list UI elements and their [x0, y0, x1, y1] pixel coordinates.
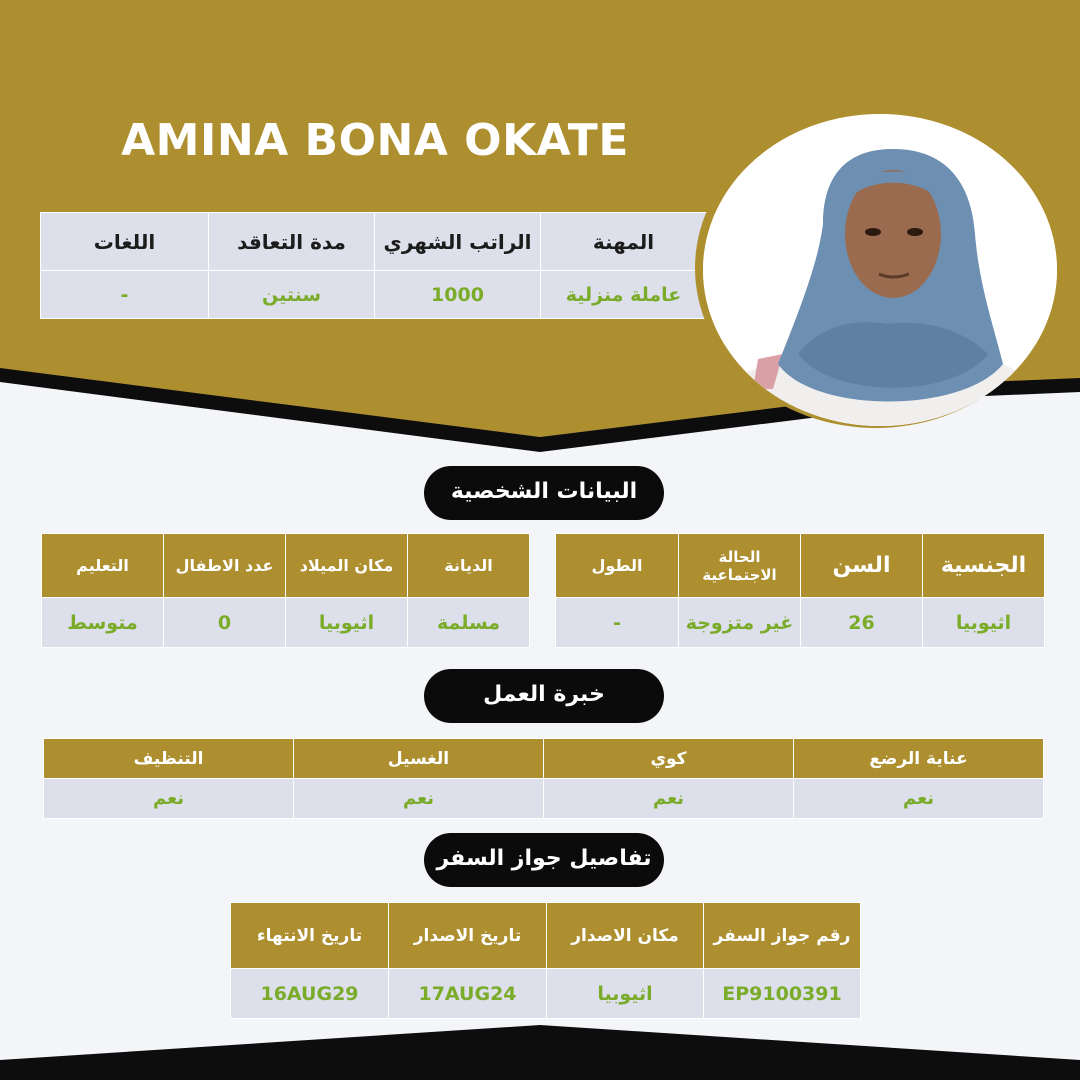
summary-header-row [41, 213, 707, 271]
expiry-date-value: 16AUG29 [231, 969, 389, 1019]
height-header: الطول [556, 534, 679, 598]
passport-number-value: EP9100391 [704, 969, 861, 1019]
work-value: نعم [294, 779, 544, 819]
summary-header: اللغات [41, 213, 209, 271]
passport-header: تاريخ الاصدار [389, 903, 547, 969]
issue-place-value: اثيوبيا [547, 969, 704, 1019]
children-value: 0 [164, 598, 286, 648]
passport-header: تاريخ الانتهاء [231, 903, 389, 969]
work-value: نعم [794, 779, 1044, 819]
summary-value: 1000 [375, 271, 541, 319]
age-header: السن [801, 534, 923, 598]
summary-header: مدة التعاقد [209, 213, 375, 271]
section-personal-title: البيانات الشخصية [424, 466, 664, 520]
work-header: التنظيف [44, 739, 294, 779]
nationality-header: الجنسية [923, 534, 1045, 598]
personal-table-right [555, 533, 1045, 648]
nationality-value: اثيوبيا [923, 598, 1045, 648]
education-value: متوسط [42, 598, 164, 648]
candidate-name: AMINA BONA OKATE [121, 115, 629, 166]
section-work-title: خبرة العمل [424, 669, 664, 723]
summary-value-row [41, 271, 707, 319]
age-value: 26 [801, 598, 923, 648]
summary-value: سنتين [209, 271, 375, 319]
summary-header: المهنة [541, 213, 707, 271]
religion-header: الديانة [408, 534, 530, 598]
personal-table-left [41, 533, 530, 648]
passport-header: مكان الاصدار [547, 903, 704, 969]
summary-table [40, 212, 707, 319]
issue-date-value: 17AUG24 [389, 969, 547, 1019]
passport-header: رقم جواز السفر [704, 903, 861, 969]
work-table [43, 738, 1044, 819]
height-value: - [556, 598, 679, 648]
passport-value-row [231, 969, 861, 1019]
passport-table [230, 902, 861, 1019]
work-header: عناية الرضع [794, 739, 1044, 779]
summary-header: الراتب الشهري [375, 213, 541, 271]
personal-right-value-row [556, 598, 1045, 648]
work-value-row [44, 779, 1044, 819]
personal-left-header-row [42, 534, 530, 598]
work-value: نعم [544, 779, 794, 819]
summary-value: عاملة منزلية [541, 271, 707, 319]
marital-status-value: غير متزوجة [679, 598, 801, 648]
passport-header-row [231, 903, 861, 969]
work-value: نعم [44, 779, 294, 819]
marital-status-header: الحالة الاجتماعية [679, 534, 801, 598]
religion-value: مسلمة [408, 598, 530, 648]
section-passport-title: تفاصيل جواز السفر [424, 833, 664, 887]
work-header: كوي [544, 739, 794, 779]
education-header: التعليم [42, 534, 164, 598]
personal-right-header-row [556, 534, 1045, 598]
personal-left-value-row [42, 598, 530, 648]
work-header-row [44, 739, 1044, 779]
candidate-photo [703, 114, 1057, 426]
birthplace-value: اثيوبيا [286, 598, 408, 648]
summary-value: - [41, 271, 209, 319]
birthplace-header: مكان الميلاد [286, 534, 408, 598]
portrait-image [703, 114, 1057, 426]
children-header: عدد الاطفال [164, 534, 286, 598]
work-header: الغسيل [294, 739, 544, 779]
